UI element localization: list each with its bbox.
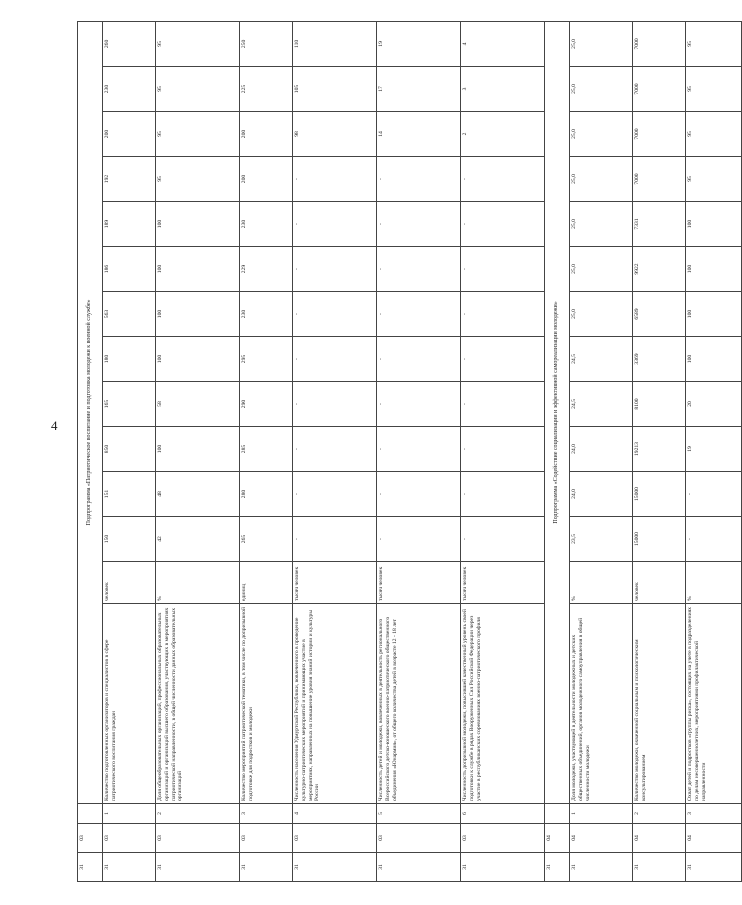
indicator-row [156, 21, 240, 881]
value-cell: 17 [377, 67, 461, 112]
value-cell: 95 [156, 157, 240, 202]
unit-cell: единиц [240, 562, 293, 604]
code-cell: 31 [545, 853, 570, 882]
value-cell: 7331 [633, 202, 686, 247]
value-cell: - [461, 337, 545, 382]
indicator-name: Количество мероприятий патриотической тематики, в том числе по допризывной подготовке для подростков и молодежи [240, 604, 293, 804]
code-cell: 04 [570, 824, 633, 853]
value-cell: 25,0 [570, 67, 633, 112]
value-cell: 58 [156, 382, 240, 427]
value-cell: 230 [240, 202, 293, 247]
code-cell: 31 [103, 853, 156, 882]
value-cell: - [461, 472, 545, 517]
unit-cell: тысяч человек [377, 562, 461, 604]
value-cell: - [686, 472, 742, 517]
value-cell: 19 [377, 21, 461, 66]
value-cell: 850 [103, 427, 156, 472]
value-cell: 100 [156, 202, 240, 247]
indicator-name: Численность допризывной молодежи, повысившей качественный уровень своей подготовки к службе в рядах Вооруженных Сил Российской Федерации через участие в республиканских соревнованиях военно-патриотического профиля [461, 604, 545, 804]
value-cell: 19 [686, 427, 742, 472]
value-cell: - [377, 157, 461, 202]
subprogram-title: Подпрограмма «Содействие социализации и эффективной самореализации молодежи» [545, 21, 570, 803]
value-cell: - [461, 382, 545, 427]
value-cell: 7000 [633, 67, 686, 112]
code-cell: 31 [240, 853, 293, 882]
value-cell: 6589 [633, 292, 686, 337]
value-cell: 165 [103, 382, 156, 427]
value-cell: - [461, 202, 545, 247]
value-cell: 25,0 [570, 292, 633, 337]
value-cell: - [461, 157, 545, 202]
value-cell: 265 [240, 517, 293, 562]
value-cell: - [377, 472, 461, 517]
subprogram-header-row [78, 21, 103, 881]
value-cell: 3 [461, 67, 545, 112]
value-cell: 95 [156, 67, 240, 112]
subprogram-title: Подпрограмма «Патриотическое воспитание и подготовка молодежи к военной службе» [78, 21, 103, 803]
indicator-row [377, 21, 461, 881]
unit-cell: человек [103, 562, 156, 604]
page-number: 4 [51, 418, 58, 433]
code-cell [545, 804, 570, 824]
value-cell: 24,5 [570, 337, 633, 382]
unit-cell: % [156, 562, 240, 604]
value-cell: 24,0 [570, 472, 633, 517]
value-cell: 4 [461, 21, 545, 66]
indicator-row [103, 21, 156, 881]
code-cell: 03 [240, 824, 293, 853]
value-cell: 95 [686, 21, 742, 66]
value-cell: 260 [103, 21, 156, 66]
value-cell: 192 [103, 157, 156, 202]
value-cell: 25,0 [570, 157, 633, 202]
value-cell: 280 [240, 472, 293, 517]
value-cell: 229 [240, 247, 293, 292]
code-cell: 4 [293, 804, 377, 824]
value-cell: 225 [240, 67, 293, 112]
value-cell: - [377, 337, 461, 382]
code-cell: 04 [545, 824, 570, 853]
value-cell: 150 [103, 517, 156, 562]
value-cell: - [461, 247, 545, 292]
value-cell: - [377, 247, 461, 292]
value-cell: 42 [156, 517, 240, 562]
unit-cell: тысяч человек [293, 562, 377, 604]
rotated-table-frame [77, 22, 707, 882]
code-cell: 31 [461, 853, 545, 882]
value-cell: - [293, 427, 377, 472]
value-cell: 14 [377, 112, 461, 157]
value-cell: 189 [103, 202, 156, 247]
value-cell: - [293, 337, 377, 382]
value-cell: - [686, 517, 742, 562]
code-cell: 31 [156, 853, 240, 882]
value-cell: 200 [240, 157, 293, 202]
value-cell: - [293, 517, 377, 562]
value-cell: - [377, 382, 461, 427]
code-cell: 31 [570, 853, 633, 882]
value-cell: 7000 [633, 157, 686, 202]
code-cell: 3 [686, 804, 742, 824]
value-cell: 100 [156, 427, 240, 472]
value-cell: 25,0 [570, 112, 633, 157]
value-cell: 230 [103, 67, 156, 112]
code-cell: 03 [78, 824, 103, 853]
code-cell: 3 [240, 804, 293, 824]
code-cell: 31 [686, 853, 742, 882]
value-cell: 100 [156, 247, 240, 292]
value-cell: - [461, 517, 545, 562]
value-cell: 25,0 [570, 21, 633, 66]
indicator-row [570, 21, 633, 881]
value-cell: 19213 [633, 427, 686, 472]
value-cell: 200 [103, 112, 156, 157]
value-cell: - [293, 292, 377, 337]
indicator-row [293, 21, 377, 881]
value-cell: - [377, 517, 461, 562]
value-cell: 95 [156, 21, 240, 66]
unit-cell: % [686, 562, 742, 604]
code-cell: 03 [103, 824, 156, 853]
code-cell: 6 [461, 804, 545, 824]
code-cell: 31 [293, 853, 377, 882]
code-cell: 03 [156, 824, 240, 853]
value-cell: 15000 [633, 517, 686, 562]
code-cell: 03 [461, 824, 545, 853]
indicator-name: Количество молодежи, охваченной социальным и психологическим консультированием [633, 604, 686, 804]
value-cell: 9922 [633, 247, 686, 292]
value-cell: - [293, 472, 377, 517]
value-cell: 250 [240, 21, 293, 66]
indicator-row [240, 21, 293, 881]
indicator-row [686, 21, 742, 881]
value-cell: 25,0 [570, 202, 633, 247]
value-cell: 100 [686, 292, 742, 337]
unit-cell: тысяч человек [461, 562, 545, 604]
indicator-name: Доля общеобразовательных организаций, профессиональных образовательных организаций и организаций высшего образования, участвующих в мероприятиях патриотической направленности, в общей численности данных образовательных организаций [156, 604, 240, 804]
code-cell: 5 [377, 804, 461, 824]
value-cell: 7000 [633, 21, 686, 66]
value-cell: 95 [686, 112, 742, 157]
value-cell: - [461, 427, 545, 472]
value-cell: 100 [156, 292, 240, 337]
indicator-name: Численность населения Удмуртской Республики, вовлеченного в проведение культурно-патриотических мероприятий и принимающих участие в мероприятиях, направленных на повышение уровня знаний истории и культуры России [293, 604, 377, 804]
value-cell: - [293, 157, 377, 202]
value-cell: 230 [240, 292, 293, 337]
indicator-name: Доля молодежи, участвующей в деятельности молодежных и детских общественных объединений, органов молодежного самоуправления в общей численности молодежи [570, 604, 633, 804]
value-cell: - [293, 202, 377, 247]
code-cell: 03 [293, 824, 377, 853]
value-cell: - [461, 292, 545, 337]
indicator-name: Охват детей и подростков «группы риска», состоящих на учете в подразделениях по делам несовершеннолетних, мероприятиями профилактической направленности [686, 604, 742, 804]
code-cell: 04 [633, 824, 686, 853]
value-cell: 186 [103, 247, 156, 292]
code-cell: 04 [686, 824, 742, 853]
value-cell: 8100 [633, 382, 686, 427]
value-cell: - [377, 202, 461, 247]
value-cell: 200 [240, 112, 293, 157]
value-cell: 95 [686, 67, 742, 112]
code-cell: 31 [78, 853, 103, 882]
value-cell: 95 [686, 157, 742, 202]
indicator-row [633, 21, 686, 881]
table-body [78, 21, 742, 881]
value-cell: 100 [686, 337, 742, 382]
subprogram-header-row [545, 21, 570, 881]
value-cell: - [377, 292, 461, 337]
code-cell: 03 [377, 824, 461, 853]
value-cell: - [293, 382, 377, 427]
code-cell: 2 [633, 804, 686, 824]
value-cell: 100 [686, 247, 742, 292]
value-cell: 23,5 [570, 517, 633, 562]
indicator-name: Количество подготовленных организаторов и специалистов в сфере патриотического воспитания граждан [103, 604, 156, 804]
value-cell: 98 [293, 112, 377, 157]
value-cell: 100 [156, 337, 240, 382]
value-cell: 24,5 [570, 382, 633, 427]
value-cell: 3369 [633, 337, 686, 382]
value-cell: 20 [686, 382, 742, 427]
value-cell: 180 [103, 337, 156, 382]
indicator-name: Численность детей и молодежи, вовлеченных в деятельность регионального Всероссийского детско-юношеского военно-патриотического общественного объединения «Юнармия», от общего количества детей в возрасте 12 - 18 лет [377, 604, 461, 804]
code-cell: 31 [633, 853, 686, 882]
code-cell: 1 [103, 804, 156, 824]
value-cell: 563 [103, 292, 156, 337]
value-cell: 295 [240, 337, 293, 382]
unit-cell: % [570, 562, 633, 604]
code-cell: 2 [156, 804, 240, 824]
value-cell: 15000 [633, 472, 686, 517]
code-cell [78, 804, 103, 824]
value-cell: 24,0 [570, 427, 633, 472]
indicator-row [461, 21, 545, 881]
value-cell: 2 [461, 112, 545, 157]
value-cell: 110 [293, 21, 377, 66]
indicator-table [77, 21, 742, 882]
unit-cell: человек [633, 562, 686, 604]
code-cell: 1 [570, 804, 633, 824]
value-cell: 285 [240, 427, 293, 472]
value-cell: 151 [103, 472, 156, 517]
value-cell: - [293, 247, 377, 292]
value-cell: 100 [686, 202, 742, 247]
value-cell: 95 [156, 112, 240, 157]
value-cell: 7000 [633, 112, 686, 157]
code-cell: 31 [377, 853, 461, 882]
value-cell: 105 [293, 67, 377, 112]
value-cell: 290 [240, 382, 293, 427]
value-cell: 25,0 [570, 247, 633, 292]
value-cell: - [377, 427, 461, 472]
value-cell: 48 [156, 472, 240, 517]
